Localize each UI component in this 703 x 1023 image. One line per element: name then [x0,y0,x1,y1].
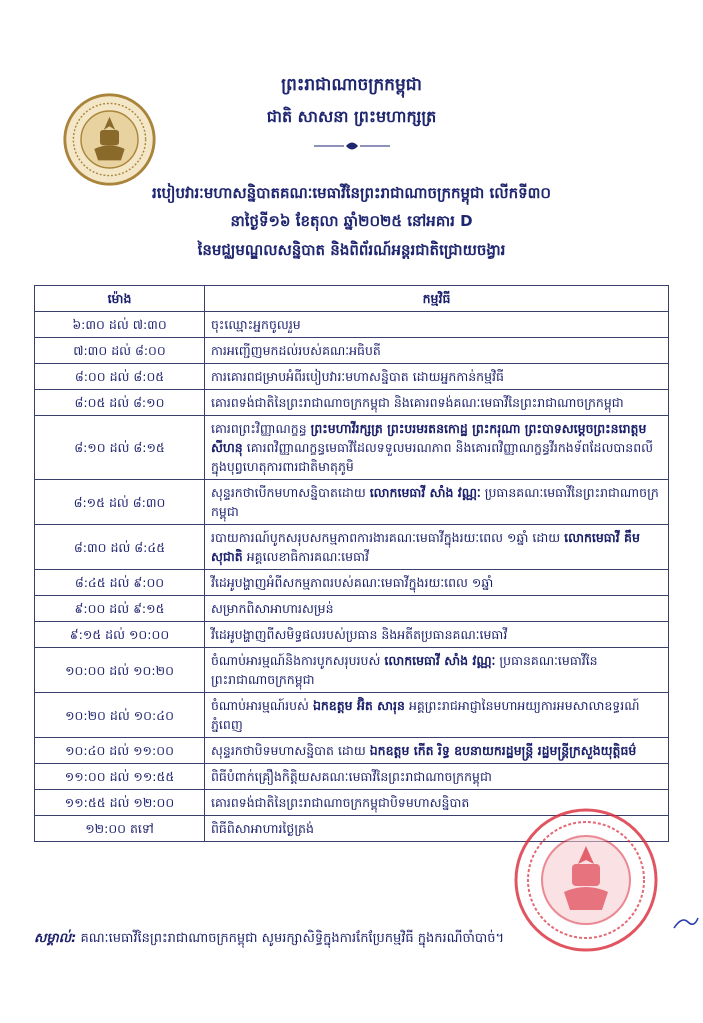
program-text: ពិធីបំពាក់គ្រឿងកិត្តិយសគណៈមេធាវីនៃព្រះរាជាណាចក្រកម្ពុជា [211,769,492,784]
program-cell [205,480,669,525]
program-text: ពិធីពិសាអាហារថ្ងៃត្រង់ [211,821,314,836]
program-speaker: លោកមេធាវី សាំង វណ្ណៈ [384,653,496,668]
program-cell [205,648,669,693]
table-row [35,648,669,693]
footnote-label: សម្គាល់: [34,931,77,946]
table-row [35,596,669,622]
program-cell [205,764,669,790]
program-text: ចំណាប់អារម្មណ៍របស់ [211,698,313,713]
ornament-divider-icon [312,138,392,154]
national-motto: ជាតិ សាសនា ព្រះមហាក្សត្រ [266,107,437,126]
time-cell: ១១:៥៥ ដល់ ១២:០០ [35,790,205,816]
program-cell [205,570,669,596]
table-row [35,364,669,390]
table-row [35,338,669,364]
program-cell [205,622,669,648]
program-cell [205,416,669,480]
time-cell: ១១:០០ ដល់ ១១:៥៥ [35,764,205,790]
program-text: ការគោរពជម្រាបអំពីរបៀបវារៈមហាសន្និបាត ដោយអ្នកកាន់កម្មវិធី [211,369,504,384]
table-row [35,480,669,525]
agenda-table-header-row [35,286,669,312]
program-text: គោរពទង់ជាតិនៃព្រះរាជាណាចក្រកម្ពុជាបិទមហាសន្និបាត [211,795,470,810]
program-text: គោរពព្រះវិញ្ញាណក្ខន្ធ [211,421,311,436]
agenda-table [34,285,669,842]
time-cell: ១០:២០ ដល់ ១០:៤០ [35,693,205,738]
program-text: ចំណាប់អារម្មណ៍និងការបូកសរុបរបស់ [211,653,385,668]
agenda-title: របៀបវារៈមហាសន្និបាតគណៈមេធាវីនៃព្រះរាជាណាចក្រកម្ពុជា លើកទី៣០ [151,184,552,202]
program-cell [205,390,669,416]
program-text: គោរពទង់ជាតិនៃព្រះរាជាណាចក្រកម្ពុជា និងគោរពទង់គណៈមេធាវីនៃព្រះរាជាណាចក្រកម្ពុជា [211,395,624,410]
time-cell: ៨:០០ ដល់ ៨:០៥ [35,364,205,390]
program-text: របាយការណ៍បូកសរុបសកម្មភាពការងារគណៈមេធាវីក្នុងរយៈពេល ១ឆ្នាំ ដោយ [211,530,565,545]
signature-stroke-icon [672,912,700,932]
time-cell: ៨:៤៥ ដល់ ៩:០០ [35,570,205,596]
table-row [35,764,669,790]
time-cell: ១២:០០ តទៅ [35,816,205,842]
program-cell [205,738,669,764]
program-cell [205,338,669,364]
time-cell: ៧:៣០ ដល់ ៨:០០ [35,338,205,364]
table-row [35,693,669,738]
agenda-venue-center: នៃមជ្ឈមណ្ឌលសន្និបាត និងពិព័រណ៍អន្តរជាតិជ្រោយចង្វារ [197,241,506,259]
time-column-header: ម៉ោង [35,286,205,312]
program-text: សុន្ទរកថាបិទមហាសន្និបាត ដោយ [211,743,370,758]
program-speaker: លោកមេធាវី សាំង វណ្ណៈ [369,485,481,500]
program-speaker: ឯកឧត្តម អ៊ិត សារុន [312,698,405,713]
program-text: វីដេអូបង្ហាញអំពីសកម្មភាពរបស់គណៈមេធាវីក្នុងរយៈពេល ១ឆ្នាំ [211,575,494,590]
program-cell [205,312,669,338]
program-text: សម្រាកពិសាអាហារសម្រន់ [211,601,334,616]
program-cell [205,525,669,570]
table-row [35,525,669,570]
table-row [35,416,669,480]
table-row [35,738,669,764]
program-text: ការអញ្ជើញមកដល់របស់គណៈអធិបតី [211,343,381,358]
footnote-text: គណៈមេធាវីនៃព្រះរាជាណាចក្រកម្ពុជា សូមរក្សាសិទ្ធិក្នុងការកែប្រែកម្មវិធី ក្នុងករណីចាំបាច់។ [76,931,505,946]
program-cell [205,596,669,622]
program-text: ប្រធានគណៈមេធាវីនៃព្រះរាជាណាចក្រកម្ពុជា [211,653,598,687]
program-text: វីដេអូបង្ហាញពីសមិទ្ធផលរបស់ប្រធាន និងអតីតប្រធានគណៈមេធាវី [211,627,508,642]
program-column-header: កម្មវិធី [205,286,669,312]
table-row [35,622,669,648]
program-text: គោរពវិញ្ញាណក្ខន្ធមេធាវីដែលទទួលមរណភាព និងគោរពវិញ្ញាណក្ខន្ធវីរកងទ័ពដែលបានពលីក្នុងបុព្វហេតុការពារជាតិមាតុភូមិ [211,440,654,474]
program-cell [205,693,669,738]
table-row [35,312,669,338]
time-cell: ៨:០៥ ដល់ ៨:១០ [35,390,205,416]
program-text: អគ្គលេខាធិការគណៈមេធាវី [242,549,369,564]
time-cell: ១០:៤០ ដល់ ១១:០០ [35,738,205,764]
time-cell: ៩:០០ ដល់ ៩:១៥ [35,596,205,622]
table-row [35,570,669,596]
time-cell: ៦:៣០ ដល់ ៧:៣០ [35,312,205,338]
footnote [34,930,674,949]
time-cell: ៨:៣០ ដល់ ៨:៤៥ [35,525,205,570]
program-speaker: លោកមេធាវី គឹម សុជាតិ [211,530,640,564]
program-text: អគ្គព្រះរាជអាជ្ញានៃមហាអយ្យការអមសាលាឧទ្ធរណ៍ភ្នំពេញ [211,698,640,732]
program-text: សុន្ទរកថាបើកមហាសន្និបាតដោយ [211,485,370,500]
time-cell: ៨:១៥ ដល់ ៨:៣០ [35,480,205,525]
agenda-date-venue: នាថ្ងៃទី១៦ ខែតុលា ឆ្នាំ២០២៥ នៅអគារ D [230,212,473,230]
table-row [35,390,669,416]
program-speaker: ព្រះមហាវីរក្សត្រ ព្រះបរមរតនកោដ្ឋ ព្រះករុណា ព្រះបាទសម្តេចព្រះនរោត្តម សីហនុ [211,421,647,455]
kingdom-heading: ព្រះរាជាណាចក្រកម្ពុជា [281,75,422,95]
time-cell: ១០:០០ ដល់ ១០:២០ [35,648,205,693]
time-cell: ៨:១០ ដល់ ៨:១៥ [35,416,205,480]
program-text: ប្រធានគណៈមេធាវីនៃព្រះរាជាណាចក្រកម្ពុជា [211,485,659,519]
program-text: ចុះឈ្មោះអ្នកចូលរួម [211,317,301,332]
program-cell [205,364,669,390]
time-cell: ៩:១៥ ដល់ ១០:០០ [35,622,205,648]
program-speaker: ឯកឧត្តម កើត រិទ្ធ ឧបនាយករដ្ឋមន្ត្រី រដ្ឋមន្ត្រីក្រសួងយុត្តិធម៌ [369,743,637,758]
